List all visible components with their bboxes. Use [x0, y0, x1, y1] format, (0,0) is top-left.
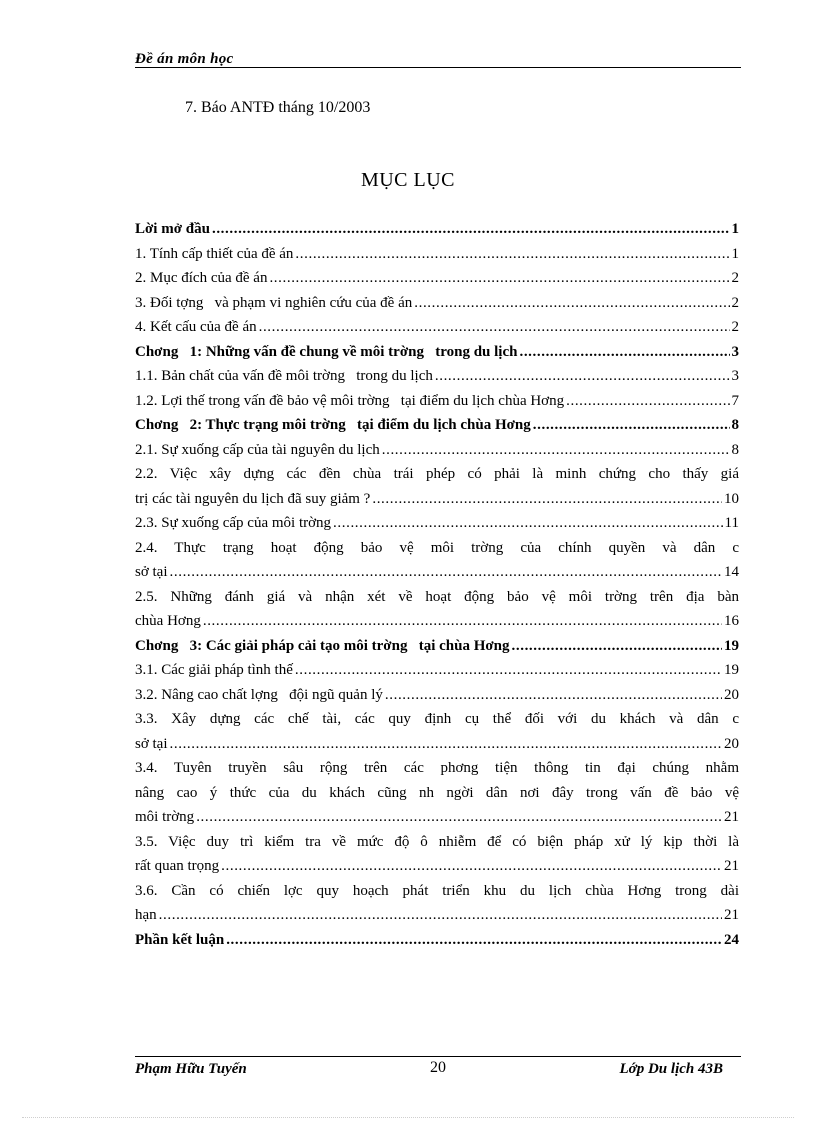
toc-entry[interactable]	[135, 830, 739, 879]
toc-entry[interactable]	[135, 364, 739, 389]
toc-leader-dots	[226, 928, 722, 953]
toc-entry-title: 4. Kết cấu của đề án	[135, 319, 257, 335]
toc-entry-final-line	[135, 413, 739, 438]
toc-entry[interactable]	[135, 315, 739, 340]
toc-page-number: 2	[731, 294, 739, 311]
toc-entry[interactable]	[135, 707, 739, 756]
toc-entry-line: 2.4. Thực trạng hoạt động bảo vệ môi trờng của chính quyền và dân c	[135, 539, 739, 556]
footer-author: Phạm Hữu Tuyến	[135, 1061, 247, 1077]
page-footer	[135, 1056, 741, 1081]
toc-page-number: 11	[724, 515, 739, 531]
toc-entry-title: 2. Mục đích của đề án	[135, 270, 268, 286]
toc-page-number: 24	[724, 931, 739, 948]
toc-page-number: 1	[731, 221, 739, 237]
toc-entry-final-line	[135, 634, 739, 659]
toc-entry-final-line	[135, 217, 739, 242]
toc-entry[interactable]	[135, 683, 739, 708]
toc-page-number: 8	[731, 441, 739, 458]
toc-entry-title: 1. Tính cấp thiết của đề án	[135, 245, 294, 262]
page-header	[135, 50, 741, 68]
toc-entry[interactable]	[135, 756, 739, 830]
toc-leader-dots	[295, 242, 729, 267]
toc-entry-final-line	[135, 683, 739, 708]
toc-leader-dots	[385, 683, 722, 708]
toc-entry-title: 1.1. Bản chất của vấn đề môi trờng trong du lịch	[135, 368, 433, 384]
table-of-contents	[135, 217, 739, 952]
toc-entry-title: 3.1. Các giải pháp tình thế	[135, 662, 293, 678]
toc-entry-final-line	[135, 928, 739, 953]
toc-entry-title: môi trờng	[135, 809, 195, 825]
toc-entry[interactable]	[135, 217, 739, 242]
toc-leader-dots	[566, 389, 729, 414]
toc-page-number: 8	[731, 417, 739, 433]
toc-entry-title: 1.2. Lợi thế trong vấn đề bảo vệ môi trờng tại điểm du lịch chùa Hơng	[135, 392, 565, 409]
toc-entry-final-line	[135, 438, 739, 463]
toc-entry-line: 3.6. Cần có chiến lợc quy hoạch phát triển khu du lịch chùa Hơng trong dài	[135, 882, 739, 899]
toc-leader-dots	[295, 658, 722, 683]
toc-entry-title: sở tại	[135, 564, 168, 580]
toc-entry-line: 2.2. Việc xây dựng các đền chùa trái phép có phải là minh chứng cho thấy giá	[135, 466, 739, 482]
toc-entry[interactable]	[135, 634, 739, 659]
toc-entry-title: hạn	[135, 907, 157, 923]
toc-entry-final-line	[135, 315, 739, 340]
toc-entry-final-line	[135, 903, 739, 928]
toc-leader-dots	[519, 340, 729, 365]
toc-entry-title: Lời mở đầu	[135, 221, 210, 237]
toc-entry-line: 3.3. Xây dựng các chế tài, các quy định cụ thể đối với du khách và dân c	[135, 711, 739, 727]
toc-entry-title: Chơng 3: Các giải pháp cải tạo môi trờng tại chùa Hơng	[135, 637, 510, 654]
toc-page-number: 2	[731, 270, 739, 286]
footer-class: Lớp Du lịch 43B	[619, 1061, 723, 1077]
toc-entry-line: 2.5. Những đánh giá và nhận xét về hoạt động bảo vệ môi trờng trên địa bàn	[135, 588, 739, 605]
toc-entry-title: chùa Hơng	[135, 613, 201, 629]
toc-leader-dots	[435, 364, 730, 389]
toc-page-number: 16	[724, 613, 739, 629]
toc-entry-title: sở tại	[135, 735, 168, 752]
footer-page-number: 20	[430, 1059, 446, 1076]
toc-leader-dots	[533, 413, 730, 438]
toc-entry[interactable]	[135, 536, 739, 585]
toc-leader-dots	[159, 903, 722, 928]
toc-entry-final-line	[135, 242, 739, 267]
toc-page-number: 20	[724, 735, 739, 752]
toc-leader-dots	[170, 732, 722, 757]
toc-leader-dots	[414, 291, 729, 316]
toc-entry-title: Chơng 1: Những vấn đề chung về môi trờng trong du lịch	[135, 343, 518, 360]
toc-entry[interactable]	[135, 389, 739, 414]
toc-entry-final-line	[135, 609, 739, 634]
toc-leader-dots	[170, 560, 722, 585]
header-title: Đề án môn học	[135, 51, 234, 67]
toc-entry[interactable]	[135, 413, 739, 438]
toc-entry[interactable]	[135, 462, 739, 511]
toc-entry-final-line	[135, 364, 739, 389]
toc-entry-final-line	[135, 291, 739, 316]
toc-leader-dots	[382, 438, 730, 463]
toc-entry-title: 2.3. Sự xuống cấp của môi trờng	[135, 515, 332, 531]
toc-page-number: 10	[724, 490, 739, 507]
toc-entry-title: Chơng 2: Thực trạng môi trờng tại điểm du lịch chùa Hơng	[135, 417, 531, 433]
reference-line: 7. Báo ANTĐ tháng 10/2003	[185, 99, 371, 116]
toc-entry[interactable]	[135, 266, 739, 291]
page-edge-divider	[22, 1117, 794, 1118]
toc-page-number: 3	[731, 343, 739, 360]
toc-entry[interactable]	[135, 242, 739, 267]
toc-page-number: 7	[731, 392, 739, 409]
toc-page-number: 21	[724, 907, 739, 923]
toc-entry-title: trị các tài nguyên du lịch đã suy giảm ?	[135, 490, 371, 507]
toc-page-number: 21	[724, 858, 739, 874]
toc-page-number: 14	[724, 564, 739, 580]
toc-entry-line: nâng cao ý thức của du khách cũng nh ngời dân nơi đây trong vấn đề bảo vệ	[135, 784, 739, 801]
toc-page-number: 21	[724, 809, 739, 825]
toc-entry[interactable]	[135, 879, 739, 928]
toc-entry-title: Phần kết luận	[135, 931, 225, 948]
toc-page-number: 2	[731, 319, 739, 335]
toc-entry-final-line	[135, 511, 739, 536]
toc-entry-final-line	[135, 854, 739, 879]
toc-entry-title: 2.1. Sự xuống cấp của tài nguyên du lịch	[135, 441, 380, 458]
toc-entry-final-line	[135, 340, 739, 365]
toc-leader-dots	[512, 634, 722, 659]
toc-page-number: 20	[724, 686, 739, 703]
toc-entry[interactable]	[135, 340, 739, 365]
toc-leader-dots	[203, 609, 722, 634]
toc-entry-final-line	[135, 560, 739, 585]
toc-entry-title: 3. Đối tợng và phạm vi nghiên cứu của đề án	[135, 294, 413, 311]
toc-entry[interactable]	[135, 291, 739, 316]
toc-entry[interactable]	[135, 511, 739, 536]
toc-entry[interactable]	[135, 928, 739, 953]
toc-entry-title: rất quan trọng	[135, 858, 220, 874]
toc-leader-dots	[221, 854, 722, 879]
toc-page-number: 1	[731, 245, 739, 262]
toc-entry-line: 3.4. Tuyên truyền sâu rộng trên các phơng tiện thông tin đại chúng nhằm	[135, 760, 739, 776]
toc-page-number: 19	[724, 637, 739, 654]
toc-entry[interactable]	[135, 658, 739, 683]
toc-leader-dots	[333, 511, 723, 536]
toc-page-number: 3	[731, 368, 739, 384]
toc-entry[interactable]	[135, 585, 739, 634]
toc-entry-final-line	[135, 389, 739, 414]
toc-entry-final-line	[135, 658, 739, 683]
toc-entry[interactable]	[135, 438, 739, 463]
toc-entry-line: 3.5. Việc duy trì kiểm tra về mức độ ô nhiễm để có biện pháp xử lý kịp thời là	[135, 833, 739, 850]
toc-page-number: 19	[724, 662, 739, 678]
toc-leader-dots	[372, 487, 722, 512]
toc-leader-dots	[269, 266, 729, 291]
toc-entry-final-line	[135, 266, 739, 291]
toc-leader-dots	[196, 805, 722, 830]
toc-entry-final-line	[135, 805, 739, 830]
toc-entry-final-line	[135, 487, 739, 512]
toc-entry-title: 3.2. Nâng cao chất lợng đội ngũ quản lý	[135, 686, 383, 703]
toc-leader-dots	[259, 315, 730, 340]
toc-leader-dots	[212, 217, 730, 242]
toc-title: MỤC LỤC	[360, 169, 456, 191]
toc-entry-final-line	[135, 732, 739, 757]
